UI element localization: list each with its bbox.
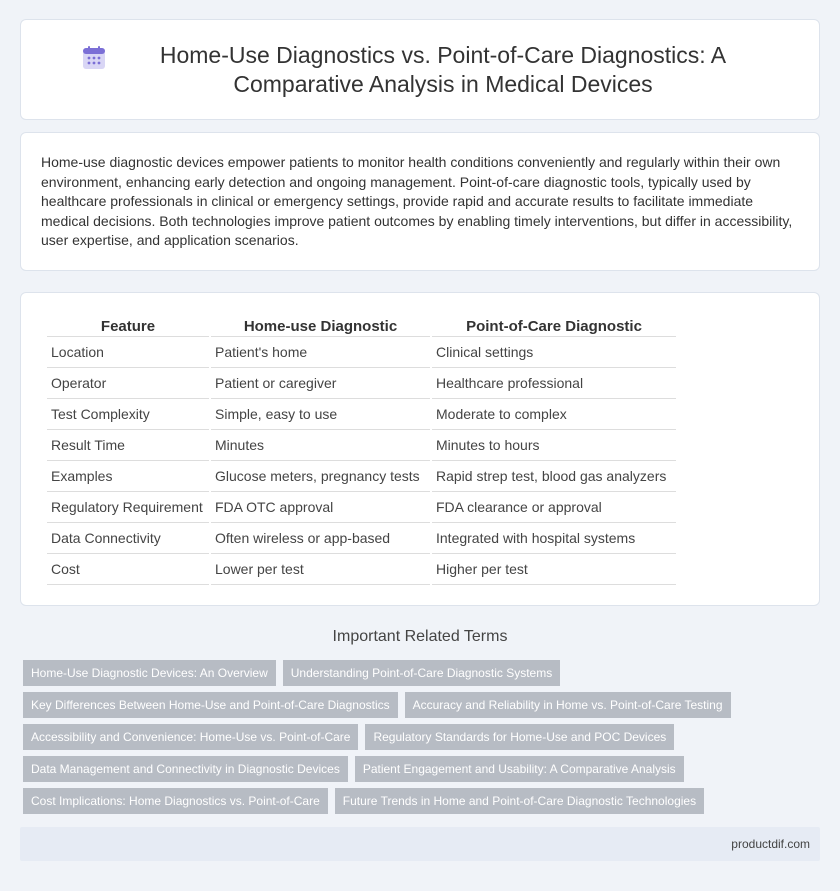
related-term-link[interactable]: Cost Implications: Home Diagnostics vs. Point-of-Care [23,788,328,814]
table-header-row [47,315,676,337]
table-cell: Integrated with hospital systems [432,523,676,554]
related-term-link[interactable]: Data Management and Connectivity in Diagnostic Devices [23,756,348,782]
column-header-feature: Feature [47,315,209,337]
table-row [47,430,676,461]
column-header-home-use: Home-use Diagnostic [211,315,430,337]
table-row [47,523,676,554]
table-row [47,399,676,430]
column-header-point-of-care: Point-of-Care Diagnostic [432,315,676,337]
table-cell: Cost [47,554,209,585]
table-row [47,368,676,399]
table-row [47,337,676,368]
title-wrap [81,41,759,99]
table-row [47,461,676,492]
table-cell: Minutes to hours [432,430,676,461]
tag-row [23,660,803,686]
page-title: Home-Use Diagnostics vs. Point-of-Care Diagnostics: A Comparative Analysis in Medical Devices [159,41,727,97]
table-cell: Examples [47,461,209,492]
table-cell: Minutes [211,430,430,461]
tag-row [23,756,803,782]
related-term-link[interactable]: Understanding Point-of-Care Diagnostic Systems [283,660,560,686]
table-cell: Location [47,337,209,368]
table-cell: Patient or caregiver [211,368,430,399]
related-term-link[interactable]: Accessibility and Convenience: Home-Use vs. Point-of-Care [23,724,358,750]
table-cell: Glucose meters, pregnancy tests [211,461,430,492]
comparison-card [20,292,820,606]
table-cell: FDA clearance or approval [432,492,676,523]
intro-card [20,132,820,271]
tag-row [23,788,803,814]
table-row [47,554,676,585]
comparison-table [45,315,678,585]
table-cell: FDA OTC approval [211,492,430,523]
related-terms-list [23,660,803,820]
table-row [47,492,676,523]
table-cell: Regulatory Requirement [47,492,209,523]
table-cell: Data Connectivity [47,523,209,554]
table-cell: Test Complexity [47,399,209,430]
related-term-link[interactable]: Key Differences Between Home-Use and Point-of-Care Diagnostics [23,692,398,718]
calendar-icon [81,45,107,71]
table-cell: Patient's home [211,337,430,368]
table-cell: Clinical settings [432,337,676,368]
table-cell: Higher per test [432,554,676,585]
title-card [20,19,820,120]
related-term-link[interactable]: Future Trends in Home and Point-of-Care Diagnostic Technologies [335,788,704,814]
table-cell: Rapid strep test, blood gas analyzers [432,461,676,492]
related-term-link[interactable]: Regulatory Standards for Home-Use and POC Devices [365,724,674,750]
table-cell: Moderate to complex [432,399,676,430]
table-cell: Operator [47,368,209,399]
table-cell: Healthcare professional [432,368,676,399]
table-cell: Simple, easy to use [211,399,430,430]
table-cell: Result Time [47,430,209,461]
footer-site-link[interactable]: productdif.com [731,837,810,851]
table-cell: Lower per test [211,554,430,585]
related-terms-heading: Important Related Terms [332,628,508,645]
related-term-link[interactable]: Patient Engagement and Usability: A Comparative Analysis [355,756,684,782]
intro-paragraph: Home-use diagnostic devices empower patients to monitor health conditions conveniently and regularly within their own environment, enhancing early detection and ongoing management. Point-of-care diagnostic tools, typically used by healthcare professionals in clinical or emergency settings, provide rapid and accurate results to facilitate immediate medical decisions. Both technologies improve patient outcomes by enabling timely interventions, but differ in accessibility, user expertise, and application scenarios. [41,154,793,249]
footer-bar [20,827,820,861]
related-term-link[interactable]: Home-Use Diagnostic Devices: An Overview [23,660,276,686]
related-term-link[interactable]: Accuracy and Reliability in Home vs. Point-of-Care Testing [405,692,731,718]
tag-row [23,692,803,718]
tag-row [23,724,803,750]
table-cell: Often wireless or app-based [211,523,430,554]
